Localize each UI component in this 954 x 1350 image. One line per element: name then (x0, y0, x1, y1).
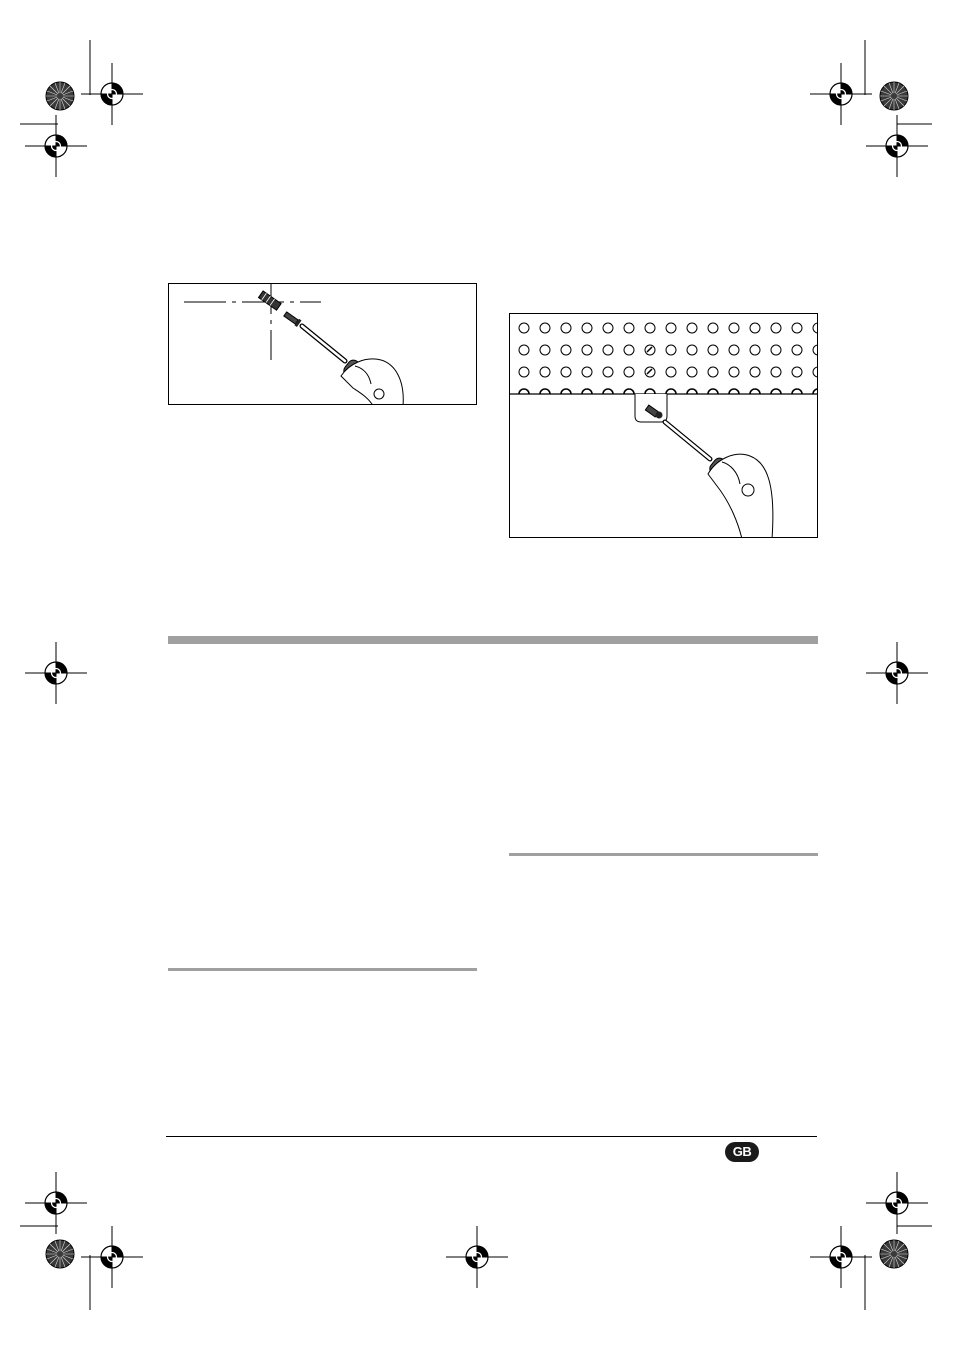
grille-hole (687, 323, 697, 333)
grille-hole (771, 389, 781, 394)
grille-hole (708, 389, 718, 394)
grille-hole (603, 345, 613, 355)
grille-hole (813, 323, 818, 333)
registration-mark-icon (446, 1226, 508, 1288)
grille-hole (771, 345, 781, 355)
figure-wall-plug-screwdriver (168, 283, 477, 405)
registration-mark-icon (25, 642, 87, 704)
grille-hole (603, 323, 613, 333)
grille-hole (687, 389, 697, 394)
color-target-icon (880, 82, 908, 110)
grille-hole (813, 345, 818, 355)
grille-hole (582, 389, 592, 394)
grille-hole (582, 323, 592, 333)
grille-hole (666, 345, 676, 355)
grille-hole (729, 323, 739, 333)
grille-hole (582, 367, 592, 377)
grille-hole (687, 367, 697, 377)
footer-rule (166, 1136, 817, 1137)
subsection-rule-right (509, 853, 818, 856)
grille-hole (519, 389, 529, 394)
grille-hole (708, 367, 718, 377)
grille-hole (624, 367, 634, 377)
grille-hole (645, 323, 655, 333)
grille-hole (666, 389, 676, 394)
grille-hole (603, 389, 613, 394)
registration-mark-icon (866, 1172, 928, 1234)
grille-hole (750, 367, 760, 377)
registration-mark-icon (810, 1226, 872, 1288)
grille-hole (771, 367, 781, 377)
grille-hole (561, 323, 571, 333)
grille-hole (750, 345, 760, 355)
grille-hole (582, 345, 592, 355)
grille-hole (708, 345, 718, 355)
grille-hole (687, 345, 697, 355)
grille-hole (729, 389, 739, 394)
grille-hole (519, 323, 529, 333)
grille-hole (603, 367, 613, 377)
grille-hole (519, 367, 529, 377)
grille-hole (540, 367, 550, 377)
grille-hole (813, 367, 818, 377)
perforated-grille (519, 323, 818, 394)
illustration-screwdriver-wall-plug (169, 284, 477, 405)
grille-hole (561, 367, 571, 377)
color-target-icon (46, 1240, 74, 1268)
registration-mark-icon (810, 63, 872, 125)
grille-hole (792, 323, 802, 333)
grille-hole (729, 345, 739, 355)
grille-hole (624, 323, 634, 333)
grille-hole (624, 389, 634, 394)
grille-hole (540, 345, 550, 355)
subsection-rule-left (168, 968, 477, 971)
grille-hole (561, 389, 571, 394)
grille-hole (666, 323, 676, 333)
grille-hole (561, 345, 571, 355)
grille-hole (540, 389, 550, 394)
grille-hole (792, 345, 802, 355)
grille-hole (792, 367, 802, 377)
figure-grille-bracket-screwdriver (509, 313, 818, 538)
registration-mark-icon (25, 1172, 87, 1234)
grille-hole (708, 323, 718, 333)
grille-hole (645, 389, 655, 394)
grille-hole (624, 345, 634, 355)
grille-hole (519, 345, 529, 355)
registration-mark-icon (866, 642, 928, 704)
grille-hole (540, 323, 550, 333)
section-divider-rule (168, 636, 818, 644)
grille-hole (792, 389, 802, 394)
grille-hole (750, 389, 760, 394)
color-target-icon (46, 82, 74, 110)
color-target-icon (880, 1240, 908, 1268)
grille-hole (813, 389, 818, 394)
grille-hole (666, 367, 676, 377)
grille-hole (771, 323, 781, 333)
grille-hole (729, 367, 739, 377)
illustration-grille-bracket-screwdriver (510, 314, 818, 538)
language-badge: GB (725, 1142, 759, 1162)
grille-hole (750, 323, 760, 333)
